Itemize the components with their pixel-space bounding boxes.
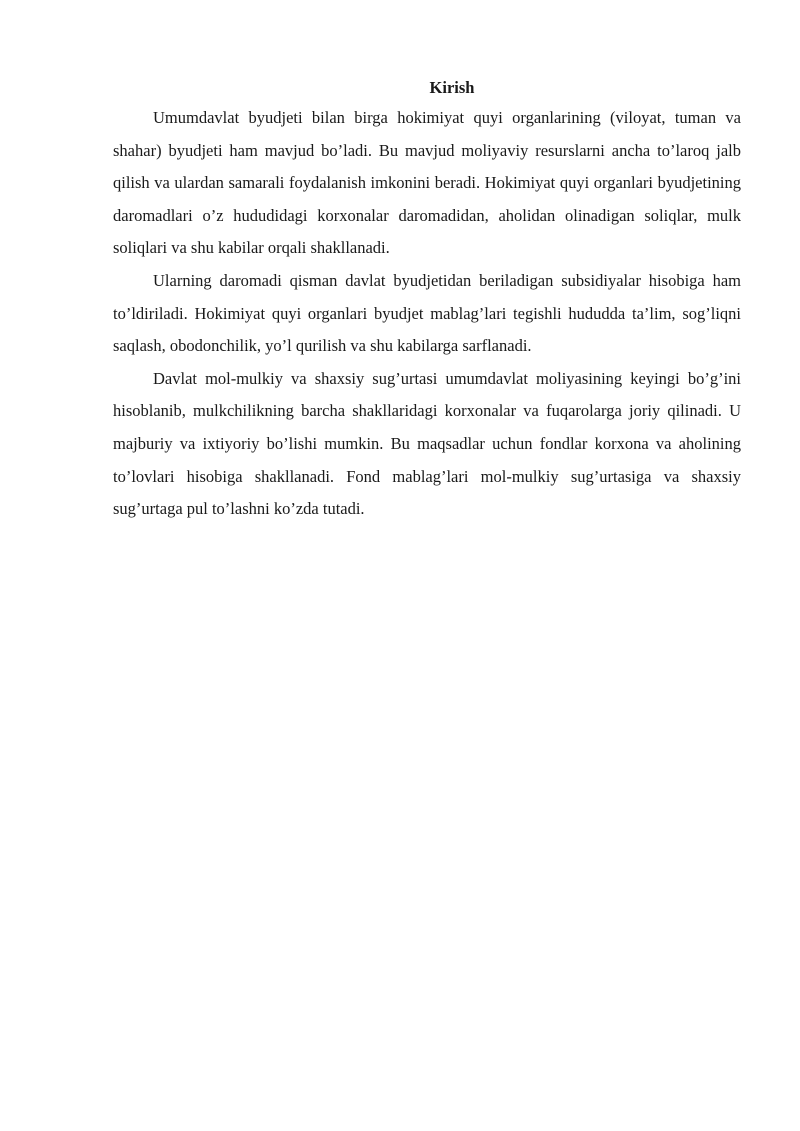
page-title: Kirish — [429, 78, 475, 97]
paragraph-2: Ularning daromadi qisman davlat byudjetidan beriladigan subsidiyalar hisobiga ham to’ldiriladi. Hokimiyat quyi organlari byudjet mablag’lari tegishli hududda ta’lim, sog’liqni saqlash, obodonchilik, yo’l qurilish va shu kabilarga sarflanadi. — [113, 270, 741, 356]
document-body — [113, 75, 741, 526]
paragraph-1: Umumdavlat byudjeti bilan birga hokimiyat quyi organlarining (viloyat, tuman va shahar) byudjeti ham mavjud bo’ladi. Bu mavjud moliyaviy resurslarni ancha to’laroq jalb qilish va ulardan samarali foydalanish imkonini beradi. Hokimiyat quyi organlari byudjetining daromadlari o’z hududidagi korxonalar daromadidan, aholidan olinadigan soliqlar, mulk soliqlari va shu kabilar orqali shakllanadi. — [113, 108, 741, 258]
paragraph-3: Davlat mol-mulkiy va shaxsiy sug’urtasi umumdavlat moliyasining keyingi bo’g’ini hisoblanib, mulkchilikning barcha shakllaridagi korxonalar va fuqarolarga joriy qilinadi. U majburiy va ixtiyoriy bo’lishi mumkin. Bu maqsadlar uchun fondlar korxona va aholining to’lovlari hisobiga shakllanadi. Fond mablag’lari mol-mulkiy sug’urtasiga va shaxsiy sug’urtaga pul to’lashni ko’zda tutadi. — [113, 368, 741, 519]
